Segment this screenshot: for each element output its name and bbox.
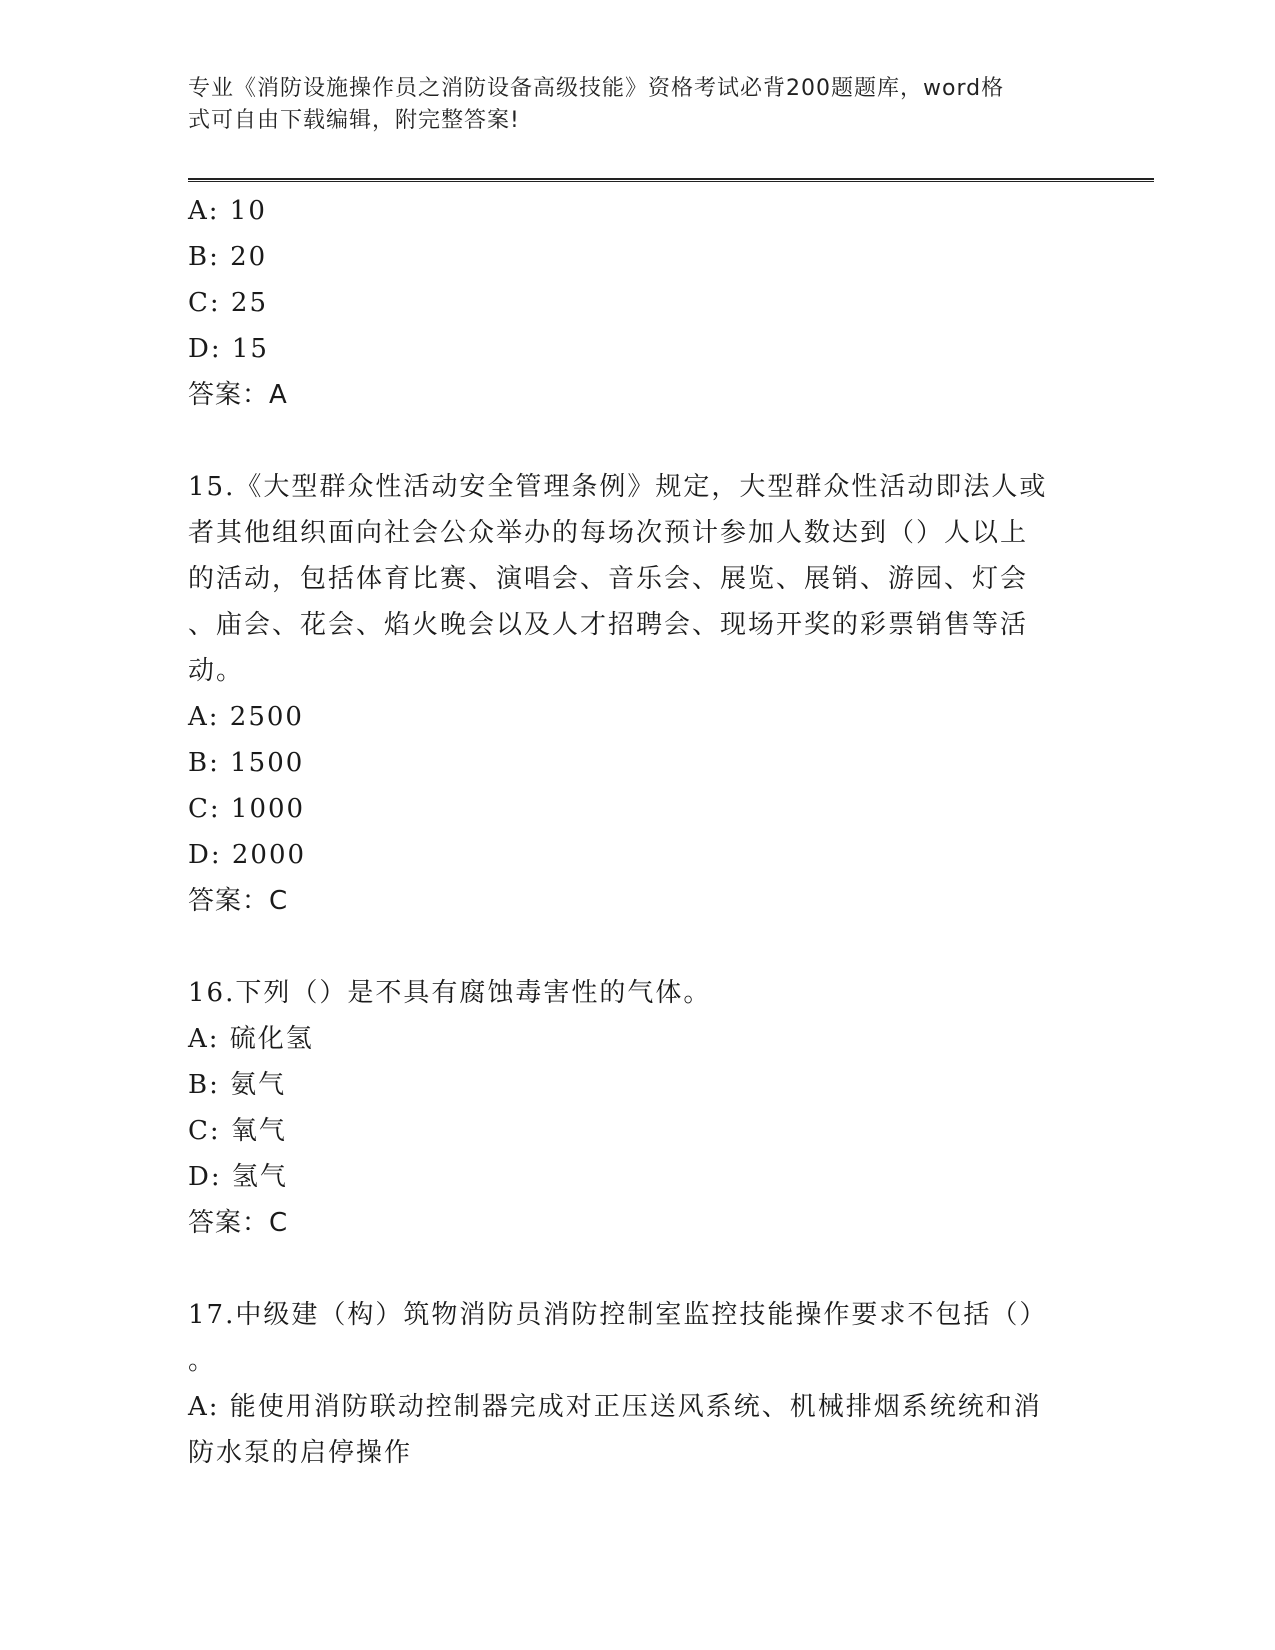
answer-line: 答案：A <box>188 380 288 410</box>
option-b: B: 20 <box>188 242 268 272</box>
header-line-2: 式可自由下载编辑，附完整答案! <box>188 108 520 133</box>
option-c: C: 1000 <box>188 794 306 824</box>
header-line-1: 专业《消防设施操作员之消防设备高级技能》资格考试必背200题题库，word格 <box>188 76 1005 101</box>
question-text-line: 者其他组织面向社会公众举办的每场次预计参加人数达到（）人以上 <box>188 518 1029 548</box>
question-text-line: 。 <box>188 1346 217 1376</box>
option-b: B: 1500 <box>188 748 305 778</box>
option-b: B: 氨气 <box>188 1070 287 1100</box>
question-text-line: 15.《大型群众性活动安全管理条例》规定，大型群众性活动即法人或 <box>188 472 1048 502</box>
option-c: C: 25 <box>188 288 269 318</box>
question-17 <box>188 1292 1088 1476</box>
document-header <box>188 73 1068 137</box>
option-a: A: 10 <box>188 196 267 226</box>
option-c: C: 氧气 <box>188 1116 287 1146</box>
question-text-line: 的活动，包括体育比赛、演唱会、音乐会、展览、展销、游园、灯会 <box>188 564 1029 594</box>
question-14-continued <box>188 188 1088 418</box>
option-d: D: 氢气 <box>188 1162 288 1192</box>
option-a: A: 2500 <box>188 702 304 732</box>
spacer <box>188 924 1088 970</box>
header-divider <box>188 178 1154 182</box>
question-list <box>188 188 1088 1476</box>
question-text-line: 、庙会、花会、焰火晚会以及人才招聘会、现场开奖的彩票销售等活 <box>188 610 1029 640</box>
spacer <box>188 418 1088 464</box>
option-a: A: 硫化氢 <box>188 1024 314 1054</box>
spacer <box>188 1246 1088 1292</box>
question-text-line: 16.下列（）是不具有腐蚀毒害性的气体。 <box>188 978 712 1008</box>
answer-line: 答案：C <box>188 1208 289 1238</box>
option-a: A: 能使用消防联动控制器完成对正压送风系统、机械排烟系统统和消 <box>188 1392 1042 1422</box>
question-15 <box>188 464 1088 924</box>
option-d: D: 15 <box>188 334 269 364</box>
question-text-line: 动。 <box>188 656 245 686</box>
option-d: D: 2000 <box>188 840 307 870</box>
answer-line: 答案：C <box>188 886 289 916</box>
question-text-line: 17.中级建（构）筑物消防员消防控制室监控技能操作要求不包括（） <box>188 1300 1048 1330</box>
option-a-continued: 防水泵的启停操作 <box>188 1438 413 1468</box>
question-16 <box>188 970 1088 1246</box>
